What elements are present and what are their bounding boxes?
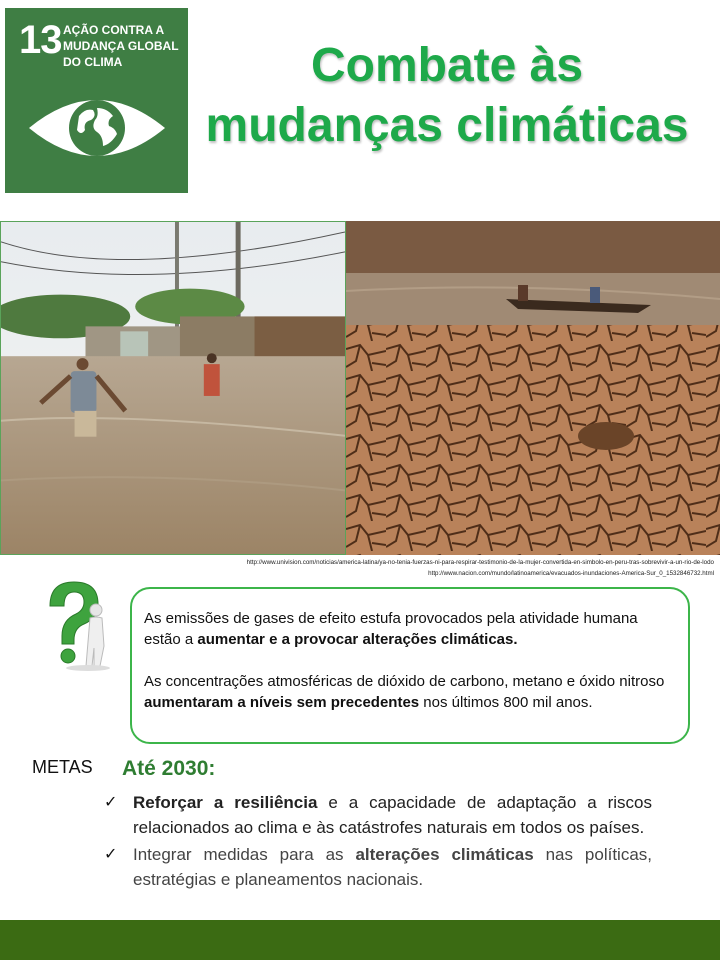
info-highlight: aumentar e a provocar alterações climáticas. (197, 631, 518, 648)
title-line-1: Combate às (310, 39, 584, 92)
page-title (192, 36, 702, 156)
footer-bar (0, 920, 720, 960)
goal-text: e a capacidade de adaptação a riscos relacionados ao clima e às catástrofes naturais em todos os países. (133, 793, 653, 837)
goal-item-2 (104, 842, 652, 892)
metas-year: Até 2030: (122, 757, 216, 780)
goal-text: Integrar medidas para as (133, 845, 356, 864)
info-text: As concentrações atmosféricas de dióxido de carbono, metano e óxido nitroso (144, 673, 665, 690)
metas-label: METAS (32, 757, 93, 777)
info-box (130, 587, 690, 744)
check-icon: ✓ (104, 846, 118, 863)
sdg13-logo (5, 8, 188, 193)
info-paragraph-1 (144, 608, 674, 650)
check-icon: ✓ (104, 794, 118, 811)
dry-cracked-riverbed-photo (346, 221, 720, 555)
info-paragraph-2 (144, 671, 674, 713)
source-link-2[interactable]: http://www.nacion.com/mundo/latinoamerica/evacuados-inundaciones-America-Sur_0_1532846732.html (428, 570, 714, 577)
logo-number: 13 (19, 18, 62, 62)
flooded-street-photo (0, 221, 346, 555)
goals-list (104, 790, 652, 894)
question-mark-figure-icon (36, 576, 122, 672)
goal-highlight: alterações climáticas (355, 845, 534, 864)
info-text: nos últimos 800 mil anos. (419, 694, 593, 711)
source-link-1[interactable]: http://www.univision.com/noticias/america-latina/ya-no-tenia-fuerzas-ni-para-respirar-testimonio-de-la-mujer-convertida-en-simbolo-en-peru-tras-sobrevivir-a-un-rio-de-lodo (246, 559, 714, 566)
logo-text: AÇÃO CONTRA A MUDANÇA GLOBAL DO CLIMA (63, 23, 179, 69)
info-text: As emissões de gases de efeito estufa provocados pela atividade humana estão a (144, 610, 638, 648)
eye-globe-icon (27, 90, 167, 166)
info-highlight: aumentaram a níveis sem precedentes (144, 694, 420, 711)
title-line-2: mudanças climáticas (205, 99, 689, 152)
goal-item-1 (104, 790, 652, 840)
goal-highlight: Reforçar a resiliência (133, 793, 318, 812)
goal-text: nas políticas, estratégias e planeamentos nacionais. (133, 845, 653, 889)
